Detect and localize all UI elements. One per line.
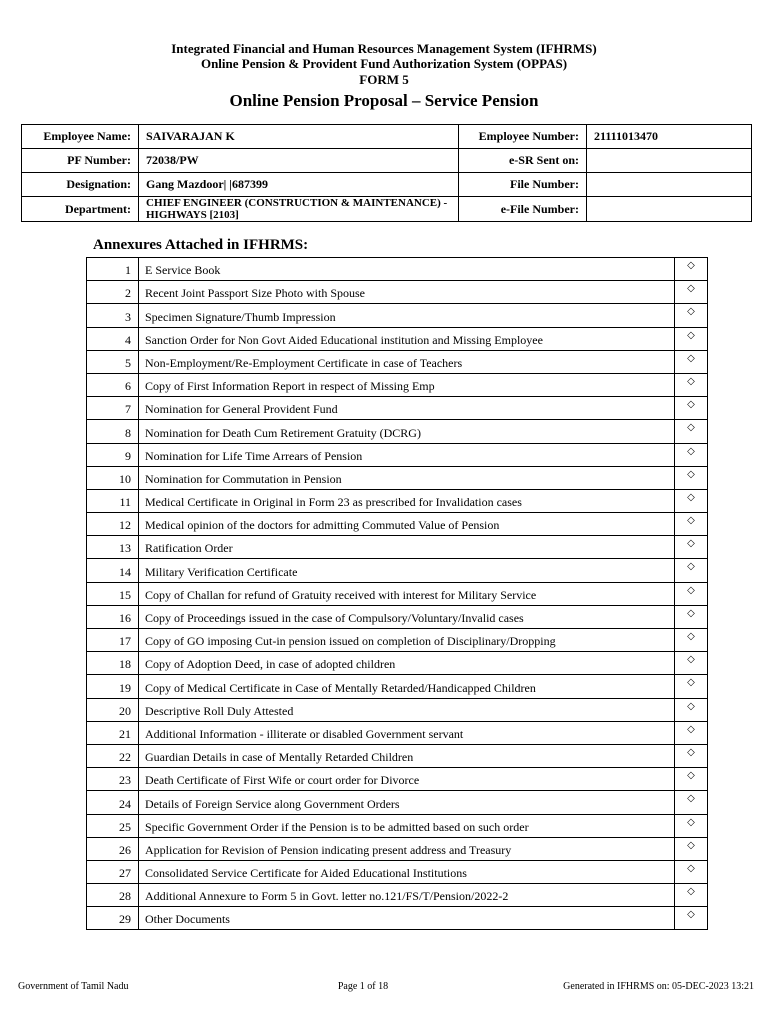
pf-number-label: PF Number:	[22, 149, 139, 173]
form-number: FORM 5	[359, 72, 409, 87]
annexure-description: Recent Joint Passport Size Photo with Spouse	[139, 281, 675, 304]
annexure-description: Medical opinion of the doctors for admitting Commuted Value of Pension	[139, 513, 675, 536]
system-title: Integrated Financial and Human Resources Management System (IFHRMS)	[171, 41, 597, 56]
annexure-description: Nomination for General Provident Fund	[139, 397, 675, 420]
annexure-row	[87, 768, 708, 791]
annexure-description: Descriptive Roll Duly Attested	[139, 698, 675, 721]
employee-name-label: Employee Name:	[22, 125, 139, 149]
annexure-row	[87, 582, 708, 605]
annexure-number: 10	[87, 466, 139, 489]
annexure-row	[87, 860, 708, 883]
annexure-description: Nomination for Death Cum Retirement Gratuity (DCRG)	[139, 420, 675, 443]
annexures-table	[86, 257, 708, 930]
annexure-description: Sanction Order for Non Govt Aided Educational institution and Missing Employee	[139, 327, 675, 350]
annexure-checkbox[interactable]	[675, 258, 708, 281]
annexure-row	[87, 281, 708, 304]
footer-generated: Generated in IFHRMS on: 05-DEC-2023 13:21	[563, 981, 754, 992]
annexure-checkbox[interactable]	[675, 536, 708, 559]
employee-info-table	[21, 124, 752, 222]
annexure-description: Other Documents	[139, 907, 675, 930]
annexure-description: Copy of Medical Certificate in Case of Mentally Retarded/Handicapped Children	[139, 675, 675, 698]
diamond-checkbox-icon: ◇	[687, 538, 695, 550]
info-row	[22, 197, 752, 222]
annexure-number: 19	[87, 675, 139, 698]
annexure-description: Copy of GO imposing Cut-in pension issued on completion of Disciplinary/Dropping	[139, 629, 675, 652]
annexure-row	[87, 629, 708, 652]
diamond-checkbox-icon: ◇	[687, 770, 695, 782]
diamond-checkbox-icon: ◇	[687, 306, 695, 318]
annexure-row	[87, 884, 708, 907]
diamond-checkbox-icon: ◇	[687, 862, 695, 874]
annexure-number: 7	[87, 397, 139, 420]
annexure-checkbox[interactable]	[675, 721, 708, 744]
annexure-checkbox[interactable]	[675, 350, 708, 373]
annexure-checkbox[interactable]	[675, 559, 708, 582]
info-row	[22, 149, 752, 173]
annexure-number: 27	[87, 860, 139, 883]
diamond-checkbox-icon: ◇	[687, 329, 695, 341]
diamond-checkbox-icon: ◇	[687, 839, 695, 851]
annexure-description: Specimen Signature/Thumb Impression	[139, 304, 675, 327]
annexure-checkbox[interactable]	[675, 744, 708, 767]
diamond-checkbox-icon: ◇	[687, 631, 695, 642]
file-number-label: File Number:	[459, 173, 587, 197]
department-value: CHIEF ENGINEER (CONSTRUCTION & MAINTENANCE) - HIGHWAYS [2103]	[139, 197, 459, 222]
diamond-checkbox-icon: ◇	[687, 375, 695, 387]
annexure-number: 1	[87, 258, 139, 281]
annexure-checkbox[interactable]	[675, 443, 708, 466]
diamond-checkbox-icon: ◇	[687, 816, 695, 828]
annexure-row	[87, 907, 708, 930]
file-number-value	[587, 173, 752, 197]
annexure-description: Guardian Details in case of Mentally Retarded Children	[139, 744, 675, 767]
annexure-row	[87, 814, 708, 837]
annexure-number: 14	[87, 559, 139, 582]
diamond-checkbox-icon: ◇	[687, 515, 695, 527]
diamond-checkbox-icon: ◇	[687, 746, 695, 758]
annexure-checkbox[interactable]	[675, 304, 708, 327]
annexure-description: E Service Book	[139, 258, 675, 281]
annexure-description: Copy of First Information Report in respect of Missing Emp	[139, 373, 675, 396]
annexures-heading: Annexures Attached in IFHRMS:	[93, 237, 309, 253]
annexure-row	[87, 443, 708, 466]
annexure-description: Specific Government Order if the Pension is to be admitted based on such order	[139, 814, 675, 837]
annexure-description: Death Certificate of First Wife or court order for Divorce	[139, 768, 675, 791]
annexure-description: Nomination for Life Time Arrears of Pension	[139, 443, 675, 466]
annexure-description: Ratification Order	[139, 536, 675, 559]
diamond-checkbox-icon: ◇	[687, 886, 695, 898]
esr-sent-label: e-SR Sent on:	[459, 149, 587, 173]
annexure-number: 23	[87, 768, 139, 791]
annexure-number: 25	[87, 814, 139, 837]
annexure-checkbox[interactable]	[675, 513, 708, 536]
annexure-row	[87, 744, 708, 767]
annexure-checkbox[interactable]	[675, 768, 708, 791]
annexure-number: 17	[87, 629, 139, 652]
annexure-checkbox[interactable]	[675, 281, 708, 304]
annexure-description: Non-Employment/Re-Employment Certificate in case of Teachers	[139, 350, 675, 373]
annexure-description: Medical Certificate in Original in Form 23 as prescribed for Invalidation cases	[139, 489, 675, 512]
annexure-row	[87, 721, 708, 744]
annexure-description: Additional Information - illiterate or disabled Government servant	[139, 721, 675, 744]
annexure-number: 4	[87, 327, 139, 350]
diamond-checkbox-icon: ◇	[687, 607, 695, 619]
annexure-row	[87, 837, 708, 860]
diamond-checkbox-icon: ◇	[687, 793, 695, 805]
annexure-row	[87, 652, 708, 675]
annexure-number: 21	[87, 721, 139, 744]
annexure-row	[87, 605, 708, 628]
annexure-checkbox[interactable]	[675, 582, 708, 605]
annexure-description: Consolidated Service Certificate for Aided Educational Institutions	[139, 860, 675, 883]
diamond-checkbox-icon: ◇	[687, 561, 695, 573]
annexure-row	[87, 698, 708, 721]
annexure-number: 20	[87, 698, 139, 721]
annexure-row	[87, 466, 708, 489]
annexure-row	[87, 513, 708, 536]
annexure-checkbox[interactable]	[675, 489, 708, 512]
annexure-number: 12	[87, 513, 139, 536]
annexure-checkbox[interactable]	[675, 907, 708, 930]
annexure-row	[87, 559, 708, 582]
annexure-description: Copy of Proceedings issued in the case of Compulsory/Voluntary/Invalid cases	[139, 605, 675, 628]
annexure-checkbox[interactable]	[675, 629, 708, 652]
annexure-checkbox[interactable]	[675, 675, 708, 698]
page-title: Online Pension Proposal – Service Pension	[229, 91, 539, 110]
diamond-checkbox-icon: ◇	[687, 491, 695, 503]
annexure-row	[87, 373, 708, 396]
annexure-row	[87, 258, 708, 281]
annexure-number: 5	[87, 350, 139, 373]
annexure-row	[87, 675, 708, 698]
employee-number-value: 21111013470	[587, 125, 752, 149]
designation-value: Gang Mazdoor| |687399	[139, 173, 459, 197]
annexure-checkbox[interactable]	[675, 860, 708, 883]
annexure-number: 22	[87, 744, 139, 767]
annexure-number: 9	[87, 443, 139, 466]
annexure-number: 26	[87, 837, 139, 860]
diamond-checkbox-icon: ◇	[687, 445, 695, 457]
subsystem-title: Online Pension & Provident Fund Authorization System (OPPAS)	[200, 56, 568, 71]
annexure-description: Copy of Challan for refund of Gratuity received with interest for Military Service	[139, 582, 675, 605]
diamond-checkbox-icon: ◇	[687, 654, 695, 666]
annexure-checkbox[interactable]	[675, 373, 708, 396]
annexure-checkbox[interactable]	[675, 466, 708, 489]
annexure-checkbox[interactable]	[675, 605, 708, 628]
diamond-checkbox-icon: ◇	[687, 677, 695, 689]
annexure-description: Copy of Adoption Deed, in case of adopted children	[139, 652, 675, 675]
diamond-checkbox-icon: ◇	[687, 352, 695, 364]
annexure-number: 28	[87, 884, 139, 907]
annexure-checkbox[interactable]	[675, 791, 708, 814]
annexure-row	[87, 791, 708, 814]
info-row	[22, 125, 752, 149]
annexure-number: 11	[87, 489, 139, 512]
annexure-number: 29	[87, 907, 139, 930]
department-label: Department:	[22, 197, 139, 222]
esr-sent-value	[587, 149, 752, 173]
annexure-row	[87, 327, 708, 350]
footer-government: Government of Tamil Nadu	[18, 981, 129, 992]
diamond-checkbox-icon: ◇	[687, 283, 695, 295]
annexure-number: 8	[87, 420, 139, 443]
annexure-number: 3	[87, 304, 139, 327]
annexure-row	[87, 304, 708, 327]
annexure-description: Nomination for Commutation in Pension	[139, 466, 675, 489]
annexure-number: 6	[87, 373, 139, 396]
annexure-description: Details of Foreign Service along Government Orders	[139, 791, 675, 814]
annexure-description: Application for Revision of Pension indicating present address and Treasury	[139, 837, 675, 860]
efile-number-label: e-File Number:	[459, 197, 587, 222]
annexure-description: Military Verification Certificate	[139, 559, 675, 582]
annexure-row	[87, 536, 708, 559]
annexure-number: 2	[87, 281, 139, 304]
annexure-number: 15	[87, 582, 139, 605]
diamond-checkbox-icon: ◇	[687, 723, 695, 735]
employee-name-value: SAIVARAJAN K	[139, 125, 459, 149]
diamond-checkbox-icon: ◇	[687, 700, 695, 712]
annexure-number: 16	[87, 605, 139, 628]
diamond-checkbox-icon: ◇	[687, 422, 695, 434]
diamond-checkbox-icon: ◇	[687, 399, 695, 411]
employee-number-label: Employee Number:	[459, 125, 587, 149]
annexure-number: 24	[87, 791, 139, 814]
annexure-checkbox[interactable]	[675, 884, 708, 907]
annexure-description: Additional Annexure to Form 5 in Govt. letter no.121/FS/T/Pension/2022-2	[139, 884, 675, 907]
annexure-row	[87, 397, 708, 420]
annexure-row	[87, 489, 708, 512]
footer-page-number: Page 1 of 18	[337, 981, 389, 992]
annexure-checkbox[interactable]	[675, 652, 708, 675]
annexure-checkbox[interactable]	[675, 814, 708, 837]
annexure-checkbox[interactable]	[675, 327, 708, 350]
annexure-number: 18	[87, 652, 139, 675]
annexure-number: 13	[87, 536, 139, 559]
pf-number-value: 72038/PW	[139, 149, 459, 173]
efile-number-value	[587, 197, 752, 222]
annexure-row	[87, 420, 708, 443]
designation-label: Designation:	[22, 173, 139, 197]
annexure-checkbox[interactable]	[675, 837, 708, 860]
diamond-checkbox-icon: ◇	[687, 584, 695, 596]
annexure-checkbox[interactable]	[675, 397, 708, 420]
diamond-checkbox-icon: ◇	[687, 260, 695, 271]
annexure-checkbox[interactable]	[675, 420, 708, 443]
info-row	[22, 173, 752, 197]
annexure-checkbox[interactable]	[675, 698, 708, 721]
diamond-checkbox-icon: ◇	[687, 909, 695, 921]
diamond-checkbox-icon: ◇	[687, 468, 695, 480]
annexure-row	[87, 350, 708, 373]
